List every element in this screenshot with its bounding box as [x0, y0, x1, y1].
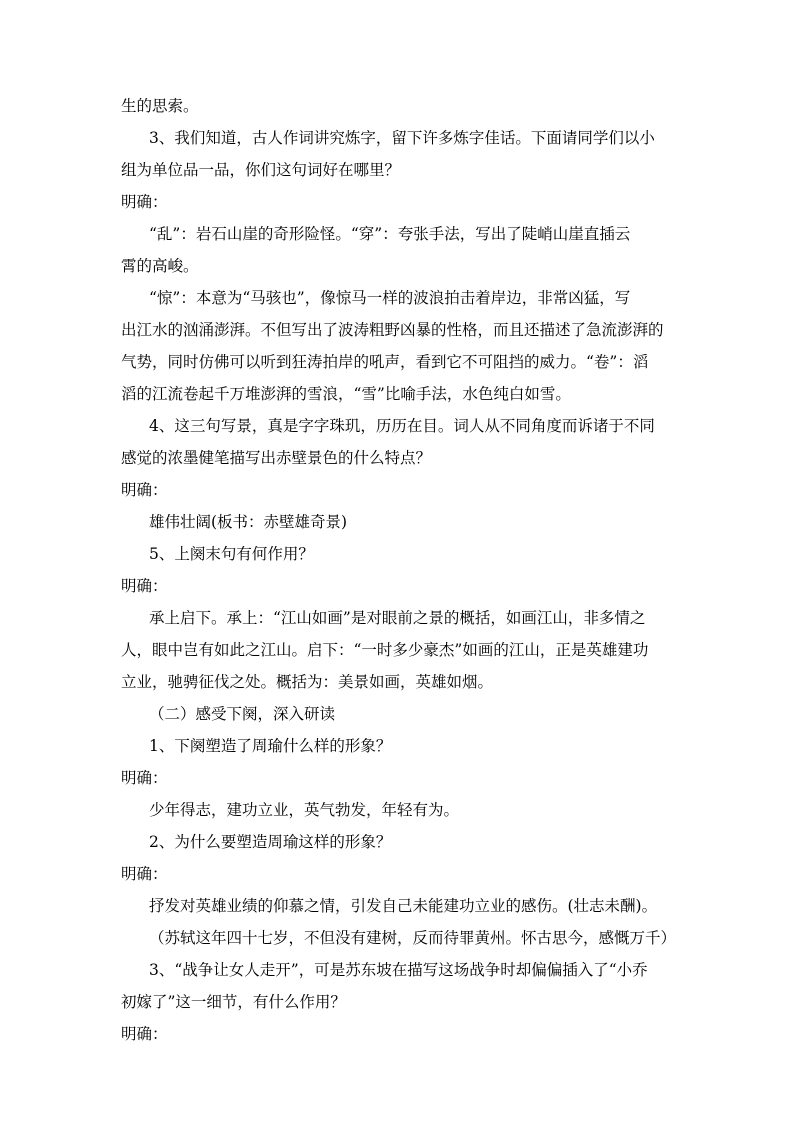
text-line: 雄伟壮阔(板书：赤壁雄奇景): [149, 513, 348, 531]
text-line: 人，眼中岂有如此之江山。启下：“一时多少豪杰”如画的江山，正是英雄建功: [121, 641, 649, 659]
question-5: 5、上阕末句有何作用？: [149, 545, 314, 563]
question-4-line-2: 感觉的浓墨健笔描写出赤壁景色的什么特点？: [121, 449, 432, 467]
question-3-line-1: 3、“战争让女人走开”，可是苏东坡在描写这场战争时却偏偏插入了“小乔: [149, 961, 648, 979]
text-line: “惊”：本意为“马骇也”，像惊马一样的波浪拍击着岸边，非常凶猛，写: [149, 289, 631, 307]
text-line: 少年得志，建功立业，英气勃发，年轻有为。: [149, 801, 460, 819]
answer-label: 明确：: [121, 769, 168, 787]
answer-label: 明确：: [121, 1025, 168, 1043]
text-line: 立业，驰骋征伐之处。概括为：美景如画，英雄如烟。: [121, 673, 494, 691]
text-line: 抒发对英雄业绩的仰慕之情，引发自己未能建功立业的感伤。(壮志未酬)。: [149, 897, 658, 915]
text-line: 生的思索。: [121, 97, 199, 115]
answer-label: 明确：: [121, 193, 168, 211]
answer-label: 明确：: [121, 865, 168, 883]
question-2: 2、为什么要塑造周瑜这样的形象？: [149, 833, 392, 851]
question-3-line-2: 组为单位品一品，你们这句词好在哪里？: [121, 161, 401, 179]
question-4-line-1: 4、这三句写景，真是字字珠玑，历历在目。词人从不同角度而诉诸于不同: [149, 417, 655, 435]
answer-label: 明确：: [121, 577, 168, 595]
text-line: （苏轼这年四十七岁，不但没有建树，反而待罪黄州。怀古思今，感慨万千）: [149, 929, 677, 947]
answer-label: 明确：: [121, 481, 168, 499]
section-heading: （二）感受下阕，深入研读: [149, 705, 336, 723]
text-line: 气势，同时仿佛可以听到狂涛拍岸的吼声，看到它不可阻挡的威力。“卷”：滔: [121, 353, 649, 371]
question-1: 1、下阕塑造了周瑜什么样的形象？: [149, 737, 392, 755]
text-line: 承上启下。承上：“江山如画”是对眼前之景的概括，如画江山，非多情之: [149, 609, 646, 627]
text-line: 滔的江流卷起千万堆澎湃的雪浪，“雪”比喻手法，水色纯白如雪。: [121, 385, 571, 403]
text-line: “乱”：岩石山崖的奇形险怪。“穿”：夸张手法，写出了陡峭山崖直插云: [149, 225, 631, 243]
text-line: 出江水的汹涌澎湃。不但写出了波涛粗野凶暴的性格，而且还描述了急流澎湃的: [121, 321, 664, 339]
question-3-line-2: 初嫁了”这一细节，有什么作用？: [121, 993, 346, 1011]
text-line: 霄的高峻。: [121, 257, 199, 275]
question-3-line-1: 3、我们知道，古人作词讲究炼字，留下许多炼字佳话。下面请同学们以小: [149, 129, 655, 147]
